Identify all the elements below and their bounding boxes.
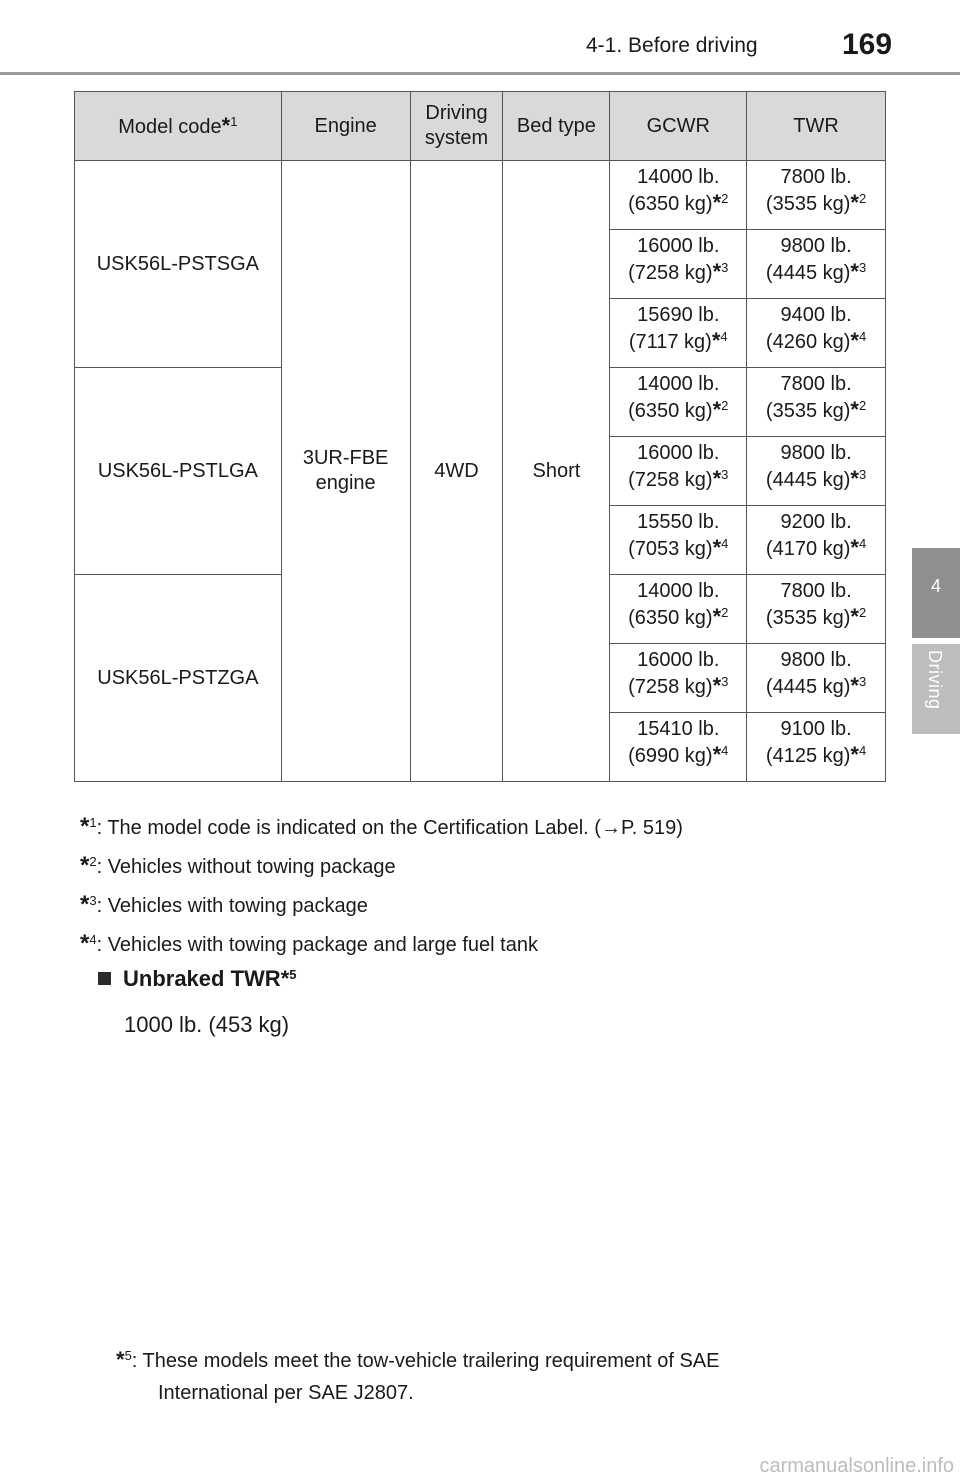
header-gcwr: GCWR: [610, 92, 747, 161]
header-model-code: Model code*$^1$: [75, 92, 282, 161]
chapter-label-box: [912, 644, 960, 734]
watermark: carmanualsonline.info: [759, 1455, 954, 1477]
bed-type-cell: Short: [503, 161, 610, 782]
table-header-row: [75, 92, 886, 161]
section-title: 4-1. Before driving: [586, 34, 758, 57]
towing-capacity-table: [74, 91, 886, 782]
table-notes: [80, 812, 683, 968]
model-code-cell: USK56L-PSTSGA: [75, 161, 282, 368]
header-engine: Engine: [281, 92, 410, 161]
twr-cell: 7800 lb. (3535 kg)*$^2$: [747, 161, 886, 230]
note-3: *$^3$: Vehicles with towing package: [80, 891, 368, 918]
header-divider: [0, 72, 960, 75]
footnote-5: [116, 1344, 719, 1409]
chapter-number: 4: [930, 576, 941, 596]
chapter-label: Driving: [925, 650, 945, 710]
chapter-tab: [912, 548, 960, 638]
twr-cell: 9200 lb. (4170 kg)*$^4$: [747, 506, 886, 575]
footnote-line-2: International per SAE J2807.: [158, 1382, 414, 1404]
note-4: *$^4$: Vehicles with towing package and large fuel tank: [80, 930, 538, 957]
header-bed-type: Bed type: [503, 92, 610, 161]
note-1: *$^1$: The model code is indicated on the Certification Label. (→P. 519): [80, 813, 683, 840]
gcwr-cell: 15550 lb. (7053 kg)*$^4$: [610, 506, 747, 575]
gcwr-cell: 16000 lb. (7258 kg)*$^3$: [610, 230, 747, 299]
arrow-icon: →: [600, 817, 621, 839]
twr-cell: 9800 lb. (4445 kg)*$^3$: [747, 644, 886, 713]
header-driving-system: Driving system: [410, 92, 503, 161]
page-number: 169: [842, 28, 893, 61]
gcwr-cell: 14000 lb. (6350 kg)*$^2$: [610, 368, 747, 437]
footnote-line-1: *$^5$: These models meet the tow-vehicle trailering requirement of SAE: [116, 1347, 720, 1372]
twr-cell: 7800 lb. (3535 kg)*$^2$: [747, 368, 886, 437]
header-twr: TWR: [747, 92, 886, 161]
table-row: [75, 161, 886, 230]
twr-cell: 9800 lb. (4445 kg)*$^3$: [747, 230, 886, 299]
model-code-cell: USK56L-PSTLGA: [75, 368, 282, 575]
gcwr-cell: 15690 lb. (7117 kg)*$^4$: [610, 299, 747, 368]
twr-cell: 7800 lb. (3535 kg)*$^2$: [747, 575, 886, 644]
gcwr-cell: 16000 lb. (7258 kg)*$^3$: [610, 437, 747, 506]
gcwr-cell: 15410 lb. (6990 kg)*$^4$: [610, 713, 747, 782]
gcwr-cell: 14000 lb. (6350 kg)*$^2$: [610, 575, 747, 644]
twr-cell: 9100 lb. (4125 kg)*$^4$: [747, 713, 886, 782]
driving-system-cell: 4WD: [410, 161, 503, 782]
unbraked-twr-value: 1000 lb. (453 kg): [124, 1012, 290, 1037]
gcwr-cell: 14000 lb. (6350 kg)*$^2$: [610, 161, 747, 230]
note-2: *$^2$: Vehicles without towing package: [80, 852, 396, 879]
square-bullet-icon: [98, 972, 111, 985]
engine-cell: 3UR-FBE engine: [281, 161, 410, 782]
gcwr-cell: 16000 lb. (7258 kg)*$^3$: [610, 644, 747, 713]
twr-cell: 9400 lb. (4260 kg)*$^4$: [747, 299, 886, 368]
model-code-cell: USK56L-PSTZGA: [75, 575, 282, 782]
twr-cell: 9800 lb. (4445 kg)*$^3$: [747, 437, 886, 506]
unbraked-twr-heading: Unbraked TWR*$^5$: [98, 966, 296, 992]
